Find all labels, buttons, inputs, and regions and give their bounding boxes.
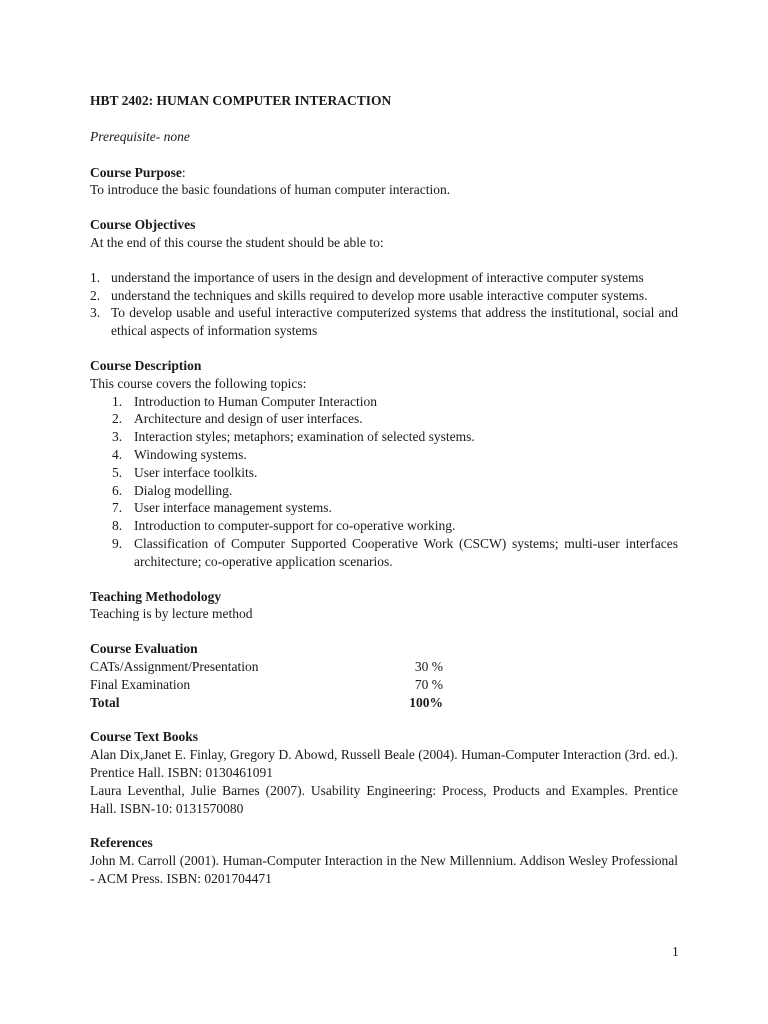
list-item — [90, 304, 678, 340]
prerequisite: Prerequisite- none — [90, 128, 190, 144]
list-item-number: 1. — [90, 269, 101, 285]
objectives-list — [90, 269, 678, 340]
list-item-text: Windowing systems. — [134, 446, 247, 462]
evaluation-row — [90, 676, 443, 694]
list-item-text: Introduction to computer-support for co-operative working. — [134, 518, 456, 534]
list-item-number: 4. — [112, 446, 123, 462]
list-item — [90, 446, 678, 464]
references-section — [90, 834, 678, 887]
list-item — [90, 428, 678, 446]
list-item — [90, 482, 678, 500]
list-item-number: 5. — [112, 464, 123, 480]
text-book-entry: Alan Dix,Janet E. Finlay, Gregory D. Abowd, Russell Beale (2004). Human-Computer Interaction (3rd. ed.). Prentice Hall. ISBN: 0130461091 — [90, 747, 678, 780]
topics-list — [90, 393, 678, 571]
list-item — [90, 269, 678, 287]
list-item-number: 2. — [90, 287, 101, 303]
evaluation-label: CATs/Assignment/Presentation — [90, 658, 259, 674]
list-item-text: Dialog modelling. — [134, 482, 233, 498]
list-item-number: 2. — [112, 411, 123, 427]
evaluation-row — [90, 658, 443, 676]
reference-entry: John M. Carroll (2001). Human-Computer Interaction in the New Millennium. Addison Wesley Professional - ACM Press. ISBN: 0201704471 — [90, 853, 678, 886]
list-item — [90, 287, 678, 305]
list-item-text: User interface management systems. — [134, 500, 332, 516]
teaching-methodology-section — [90, 588, 678, 624]
course-description-section — [90, 357, 678, 571]
references-heading: References — [90, 835, 153, 851]
list-item-text: understand the techniques and skills required to develop more usable interactive computer systems. — [111, 287, 648, 303]
course-purpose-heading: Course Purpose — [90, 164, 182, 180]
page-number: 1 — [672, 944, 679, 959]
list-item-number: 6. — [112, 482, 123, 498]
course-objectives-intro: At the end of this course the student should be able to: — [90, 234, 384, 250]
list-item — [90, 517, 678, 535]
list-item-text: To develop usable and useful interactive computerized systems that address the institutional, social and ethical aspects of information systems — [111, 305, 678, 339]
evaluation-total-row — [90, 694, 443, 712]
list-item-number: 9. — [112, 535, 123, 551]
evaluation-total-label: Total — [90, 694, 120, 710]
course-description-heading: Course Description — [90, 357, 202, 373]
list-item-number: 1. — [112, 393, 123, 409]
course-purpose-colon: : — [181, 164, 186, 180]
list-item — [90, 393, 678, 411]
list-item-number: 3. — [90, 305, 101, 321]
course-evaluation-heading: Course Evaluation — [90, 641, 198, 657]
list-item-number: 8. — [112, 518, 123, 534]
evaluation-value: 70 % — [414, 676, 443, 692]
course-description-intro: This course covers the following topics: — [90, 375, 307, 391]
list-item-text: understand the importance of users in the design and development of interactive computer systems — [111, 269, 644, 285]
evaluation-total-value: 100% — [409, 694, 443, 710]
list-item — [90, 410, 678, 428]
course-evaluation-section — [90, 640, 678, 711]
teaching-methodology-text: Teaching is by lecture method — [90, 606, 253, 622]
list-item-number: 3. — [112, 429, 123, 445]
list-item-text: Interaction styles; metaphors; examination of selected systems. — [134, 429, 475, 445]
text-book-entry: Laura Leventhal, Julie Barnes (2007). Usability Engineering: Process, Products and Examples. Prentice Hall. ISBN-10: 0131570080 — [90, 782, 678, 816]
course-purpose-section — [90, 164, 678, 200]
list-item-text: User interface toolkits. — [134, 464, 258, 480]
course-text-books-heading: Course Text Books — [90, 729, 199, 745]
list-item-text: Classification of Computer Supported Cooperative Work (CSCW) systems; multi-user interfaces architecture; co-operative application scenarios. — [134, 535, 678, 569]
evaluation-label: Final Examination — [90, 676, 191, 692]
course-objectives-heading: Course Objectives — [90, 217, 196, 233]
list-item-text: Architecture and design of user interfaces. — [134, 411, 363, 427]
course-purpose-text: To introduce the basic foundations of human computer interaction. — [90, 182, 451, 198]
course-objectives-section — [90, 216, 678, 340]
course-text-books-section — [90, 728, 678, 817]
list-item — [90, 499, 678, 517]
list-item-number: 7. — [112, 500, 123, 516]
list-item — [90, 535, 678, 571]
course-title: HBT 2402: HUMAN COMPUTER INTERACTION — [90, 93, 392, 108]
evaluation-value: 30 % — [414, 658, 443, 674]
list-item — [90, 464, 678, 482]
list-item-text: Introduction to Human Computer Interaction — [134, 393, 377, 409]
teaching-methodology-heading: Teaching Methodology — [90, 588, 222, 604]
